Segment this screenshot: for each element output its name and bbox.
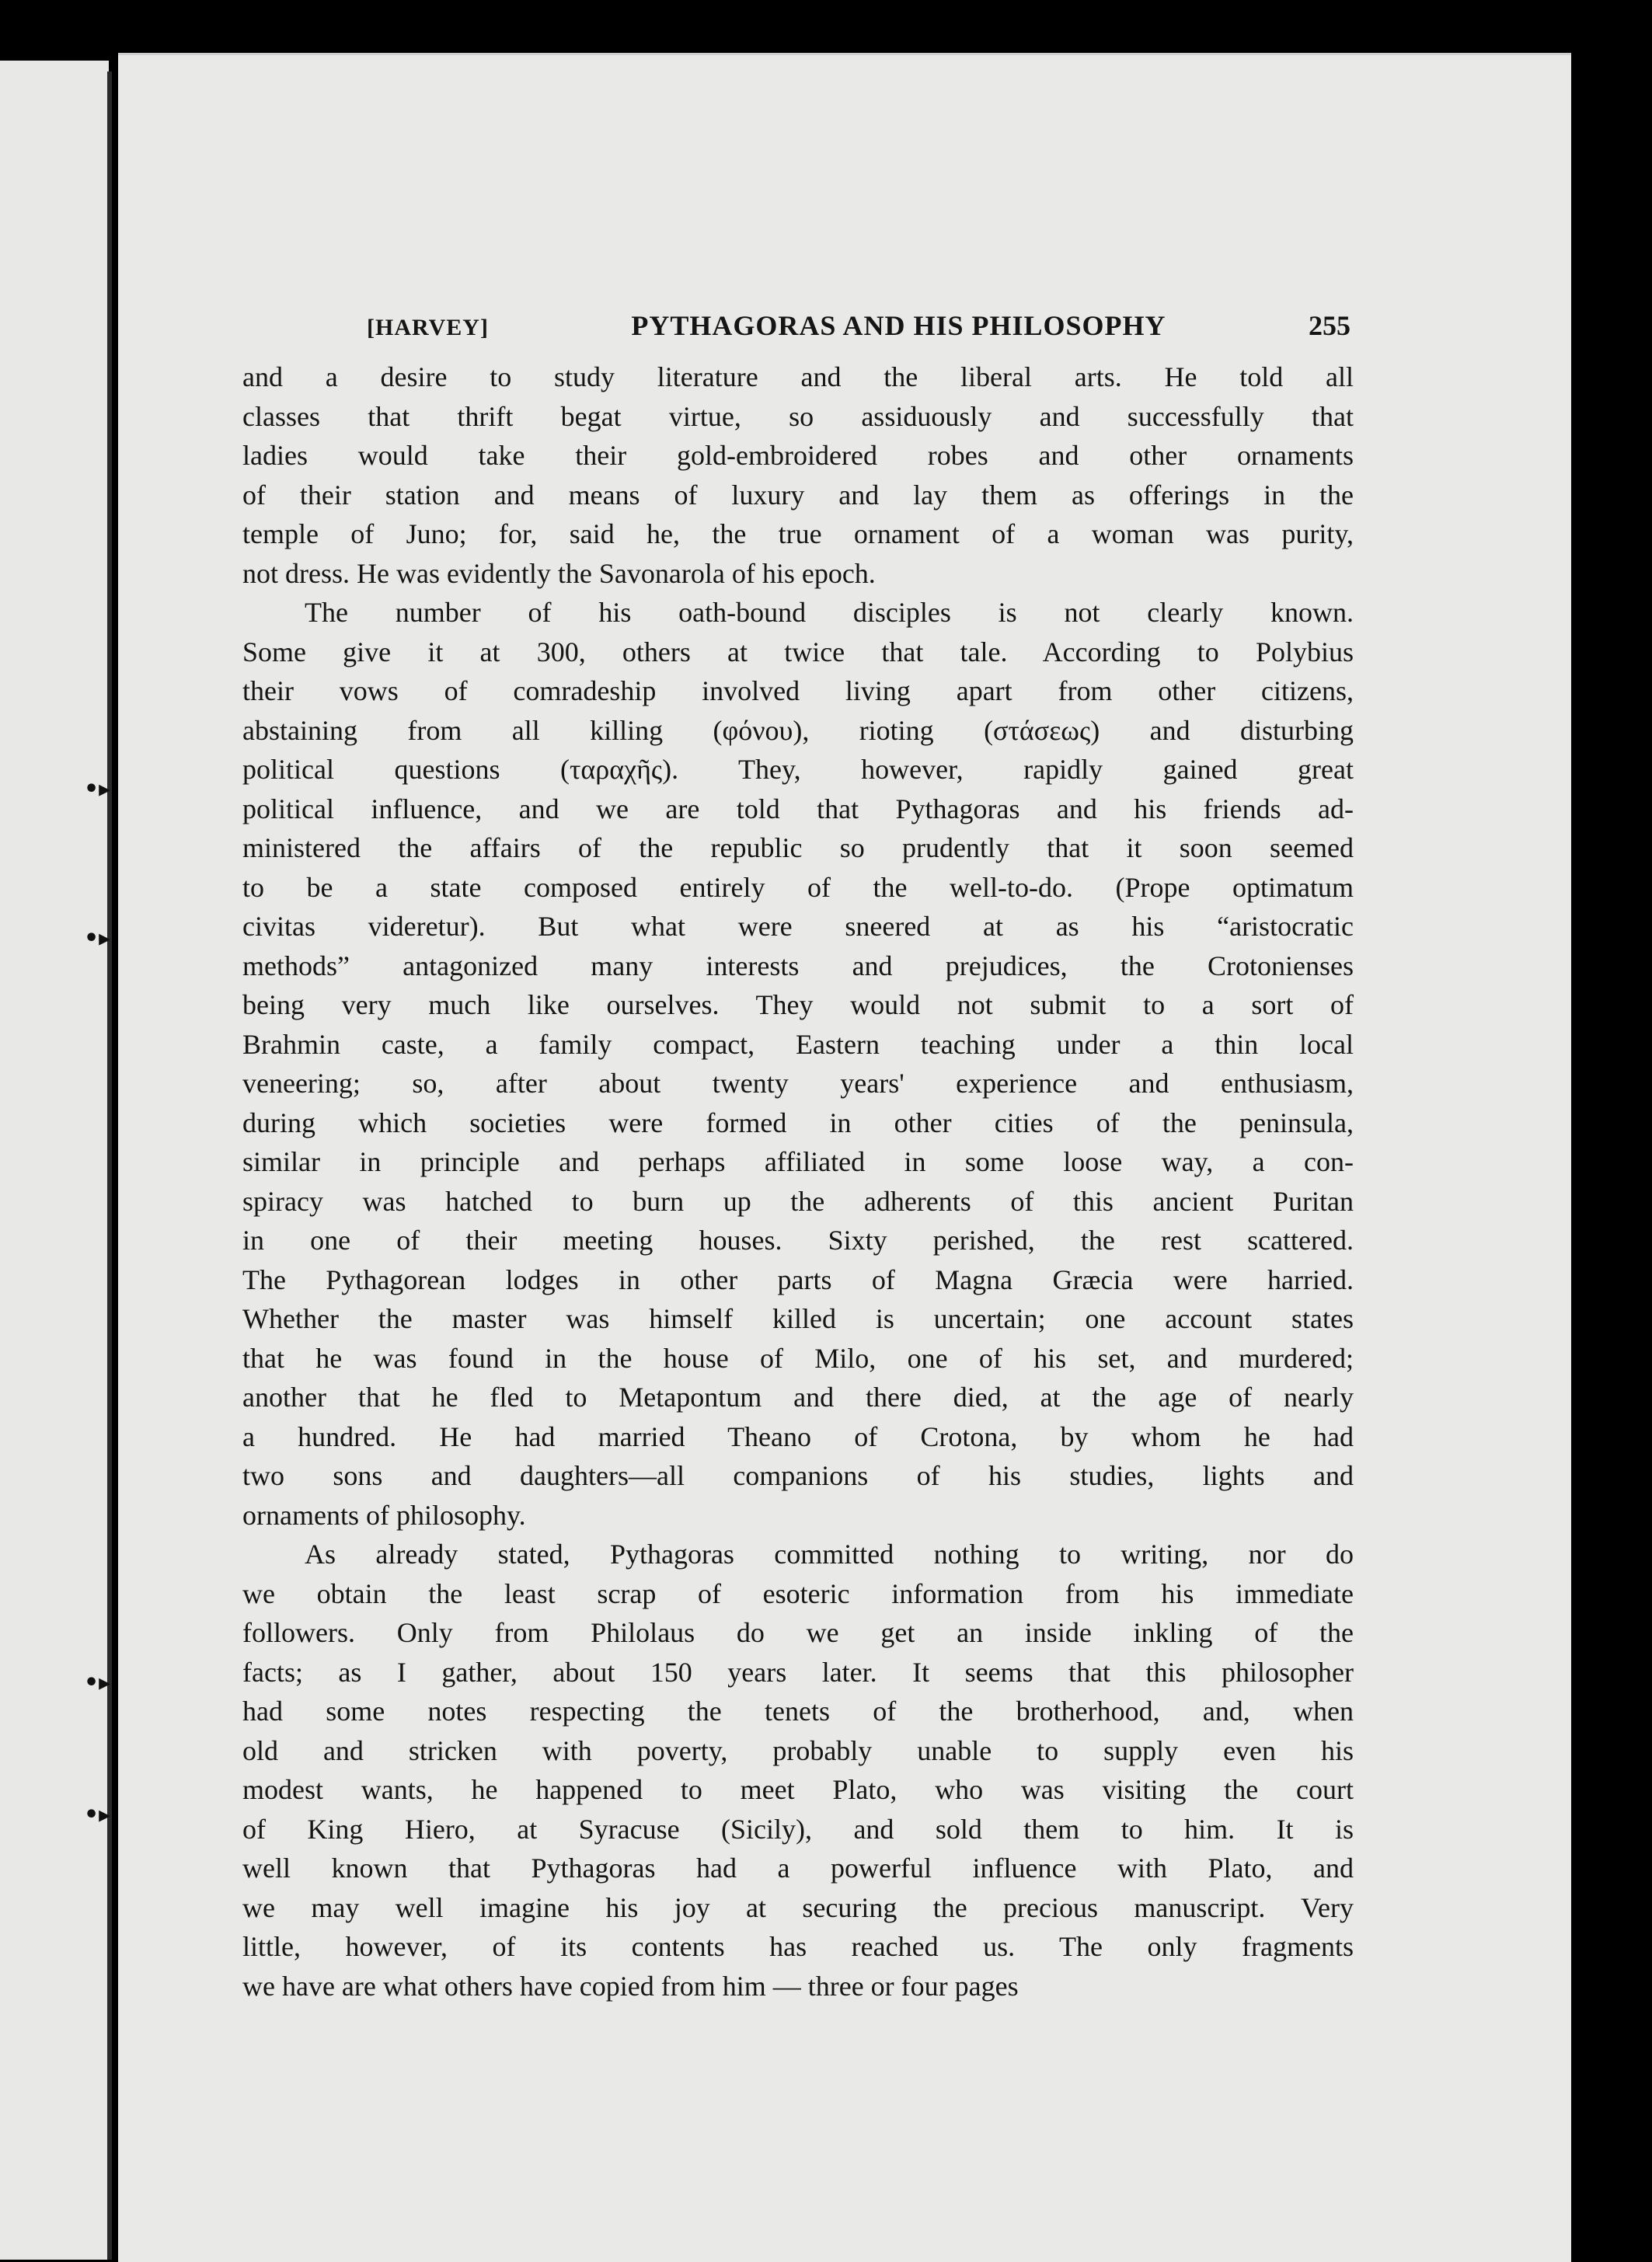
text-line: two sons and daughters—all companions of his studies, lights and — [242, 1460, 1354, 1491]
text-line: modest wants, he happened to meet Plato, who was visiting the court — [242, 1774, 1354, 1805]
page-text — [242, 309, 1354, 2006]
text-line: of King Hiero, at Syracuse (Sicily), and sold them to him. It is — [242, 1813, 1354, 1845]
text-line: being very much like ourselves. They would not submit to a sort of — [242, 989, 1354, 1020]
margin-mark: •▸ — [84, 925, 111, 952]
running-head-title: PYTHAGORAS AND HIS PHILOSOPHY — [631, 310, 1166, 341]
text-line: The Pythagorean lodges in other parts of Magna Græcia were harried. — [242, 1263, 1354, 1295]
text-line: during which societies were formed in other cities of the peninsula, — [242, 1107, 1354, 1138]
text-line: we obtain the least scrap of esoteric information from his immediate — [242, 1577, 1354, 1609]
running-head-author: [HARVEY] — [367, 315, 489, 340]
text-line: civitas videretur). But what were sneered at as his “aristocratic — [242, 911, 1354, 942]
text-line: political influence, and we are told that Pythagoras and his friends ad- — [242, 793, 1354, 824]
text-line: of their station and means of luxury and lay them as offerings in the — [242, 479, 1354, 511]
text-line: political questions (ταραχῆς). They, however, rapidly gained great — [242, 754, 1354, 785]
body-text — [242, 357, 1354, 2006]
text-line: temple of Juno; for, said he, the true ornament of a woman was purity, — [242, 518, 1354, 549]
paragraph — [242, 357, 1354, 593]
margin-mark: •▸ — [84, 1669, 111, 1696]
adjacent-page-strip — [0, 61, 109, 2260]
text-line: little, however, of its contents has reached us. The only fragments — [242, 1931, 1354, 1962]
text-line: we have are what others have copied from him — three or four pages — [242, 1970, 1019, 2002]
paragraph — [242, 593, 1354, 1535]
text-line: ornaments of philosophy. — [242, 1499, 526, 1531]
text-line: in one of their meeting houses. Sixty perished, the rest scattered. — [242, 1225, 1354, 1256]
running-head — [242, 309, 1354, 342]
page-number: 255 — [1309, 310, 1351, 341]
text-line: their vows of comradeship involved living apart from other citizens, — [242, 675, 1354, 706]
text-line: facts; as I gather, about 150 years later. It seems that this philosopher — [242, 1656, 1354, 1688]
text-line: Whether the master was himself killed is uncertain; one account states — [242, 1303, 1354, 1334]
text-line: similar in principle and perhaps affiliated in some loose way, a con- — [242, 1146, 1354, 1177]
text-line: spiracy was hatched to burn up the adherents of this ancient Puritan — [242, 1185, 1354, 1217]
text-line: had some notes respecting the tenets of the brotherhood, and, when — [242, 1696, 1354, 1727]
text-line: we may well imagine his joy at securing the precious manuscript. Very — [242, 1891, 1354, 1923]
margin-mark: •▸ — [84, 1801, 111, 1828]
text-line: ladies would take their gold-embroidered robes and other ornaments — [242, 440, 1354, 471]
text-line: Brahmin caste, a family compact, Eastern teaching under a thin local — [242, 1028, 1354, 1060]
text-line: well known that Pythagoras had a powerful influence with Plato, and — [242, 1852, 1354, 1884]
text-line: veneering; so, after about twenty years' experience and enthusiasm, — [242, 1068, 1354, 1099]
text-line: that he was found in the house of Milo, one of his set, and murdered; — [242, 1342, 1354, 1374]
text-line: abstaining from all killing (φόνου), rioting (στάσεως) and disturbing — [242, 714, 1354, 746]
paragraph — [242, 1535, 1354, 2006]
text-line: old and stricken with poverty, probably unable to supply even his — [242, 1734, 1354, 1766]
text-line: another that he fled to Metapontum and there died, at the age of nearly — [242, 1382, 1354, 1413]
text-line: to be a state composed entirely of the well-to-do. (Prope optimatum — [242, 871, 1354, 903]
text-line: a hundred. He had married Theano of Crotona, by whom he had — [242, 1420, 1354, 1452]
text-line: followers. Only from Philolaus do we get an inside inkling of the — [242, 1617, 1354, 1648]
text-line: methods” antagonized many interests and prejudices, the Crotonienses — [242, 950, 1354, 981]
text-line: The number of his oath-bound disciples is not clearly known. — [305, 597, 1354, 628]
page-gutter-edge — [107, 71, 112, 2260]
text-line: As already stated, Pythagoras committed nothing to writing, nor do — [305, 1539, 1354, 1570]
text-line: and a desire to study literature and the liberal arts. He told all — [242, 361, 1354, 392]
text-line: ministered the affairs of the republic so prudently that it soon seemed — [242, 832, 1354, 863]
text-line: classes that thrift begat virtue, so assiduously and successfully that — [242, 400, 1354, 432]
text-line: not dress. He was evidently the Savonarola of his epoch. — [242, 557, 876, 589]
text-line: Some give it at 300, others at twice that tale. According to Polybius — [242, 636, 1354, 667]
margin-mark: •▸ — [84, 775, 111, 803]
